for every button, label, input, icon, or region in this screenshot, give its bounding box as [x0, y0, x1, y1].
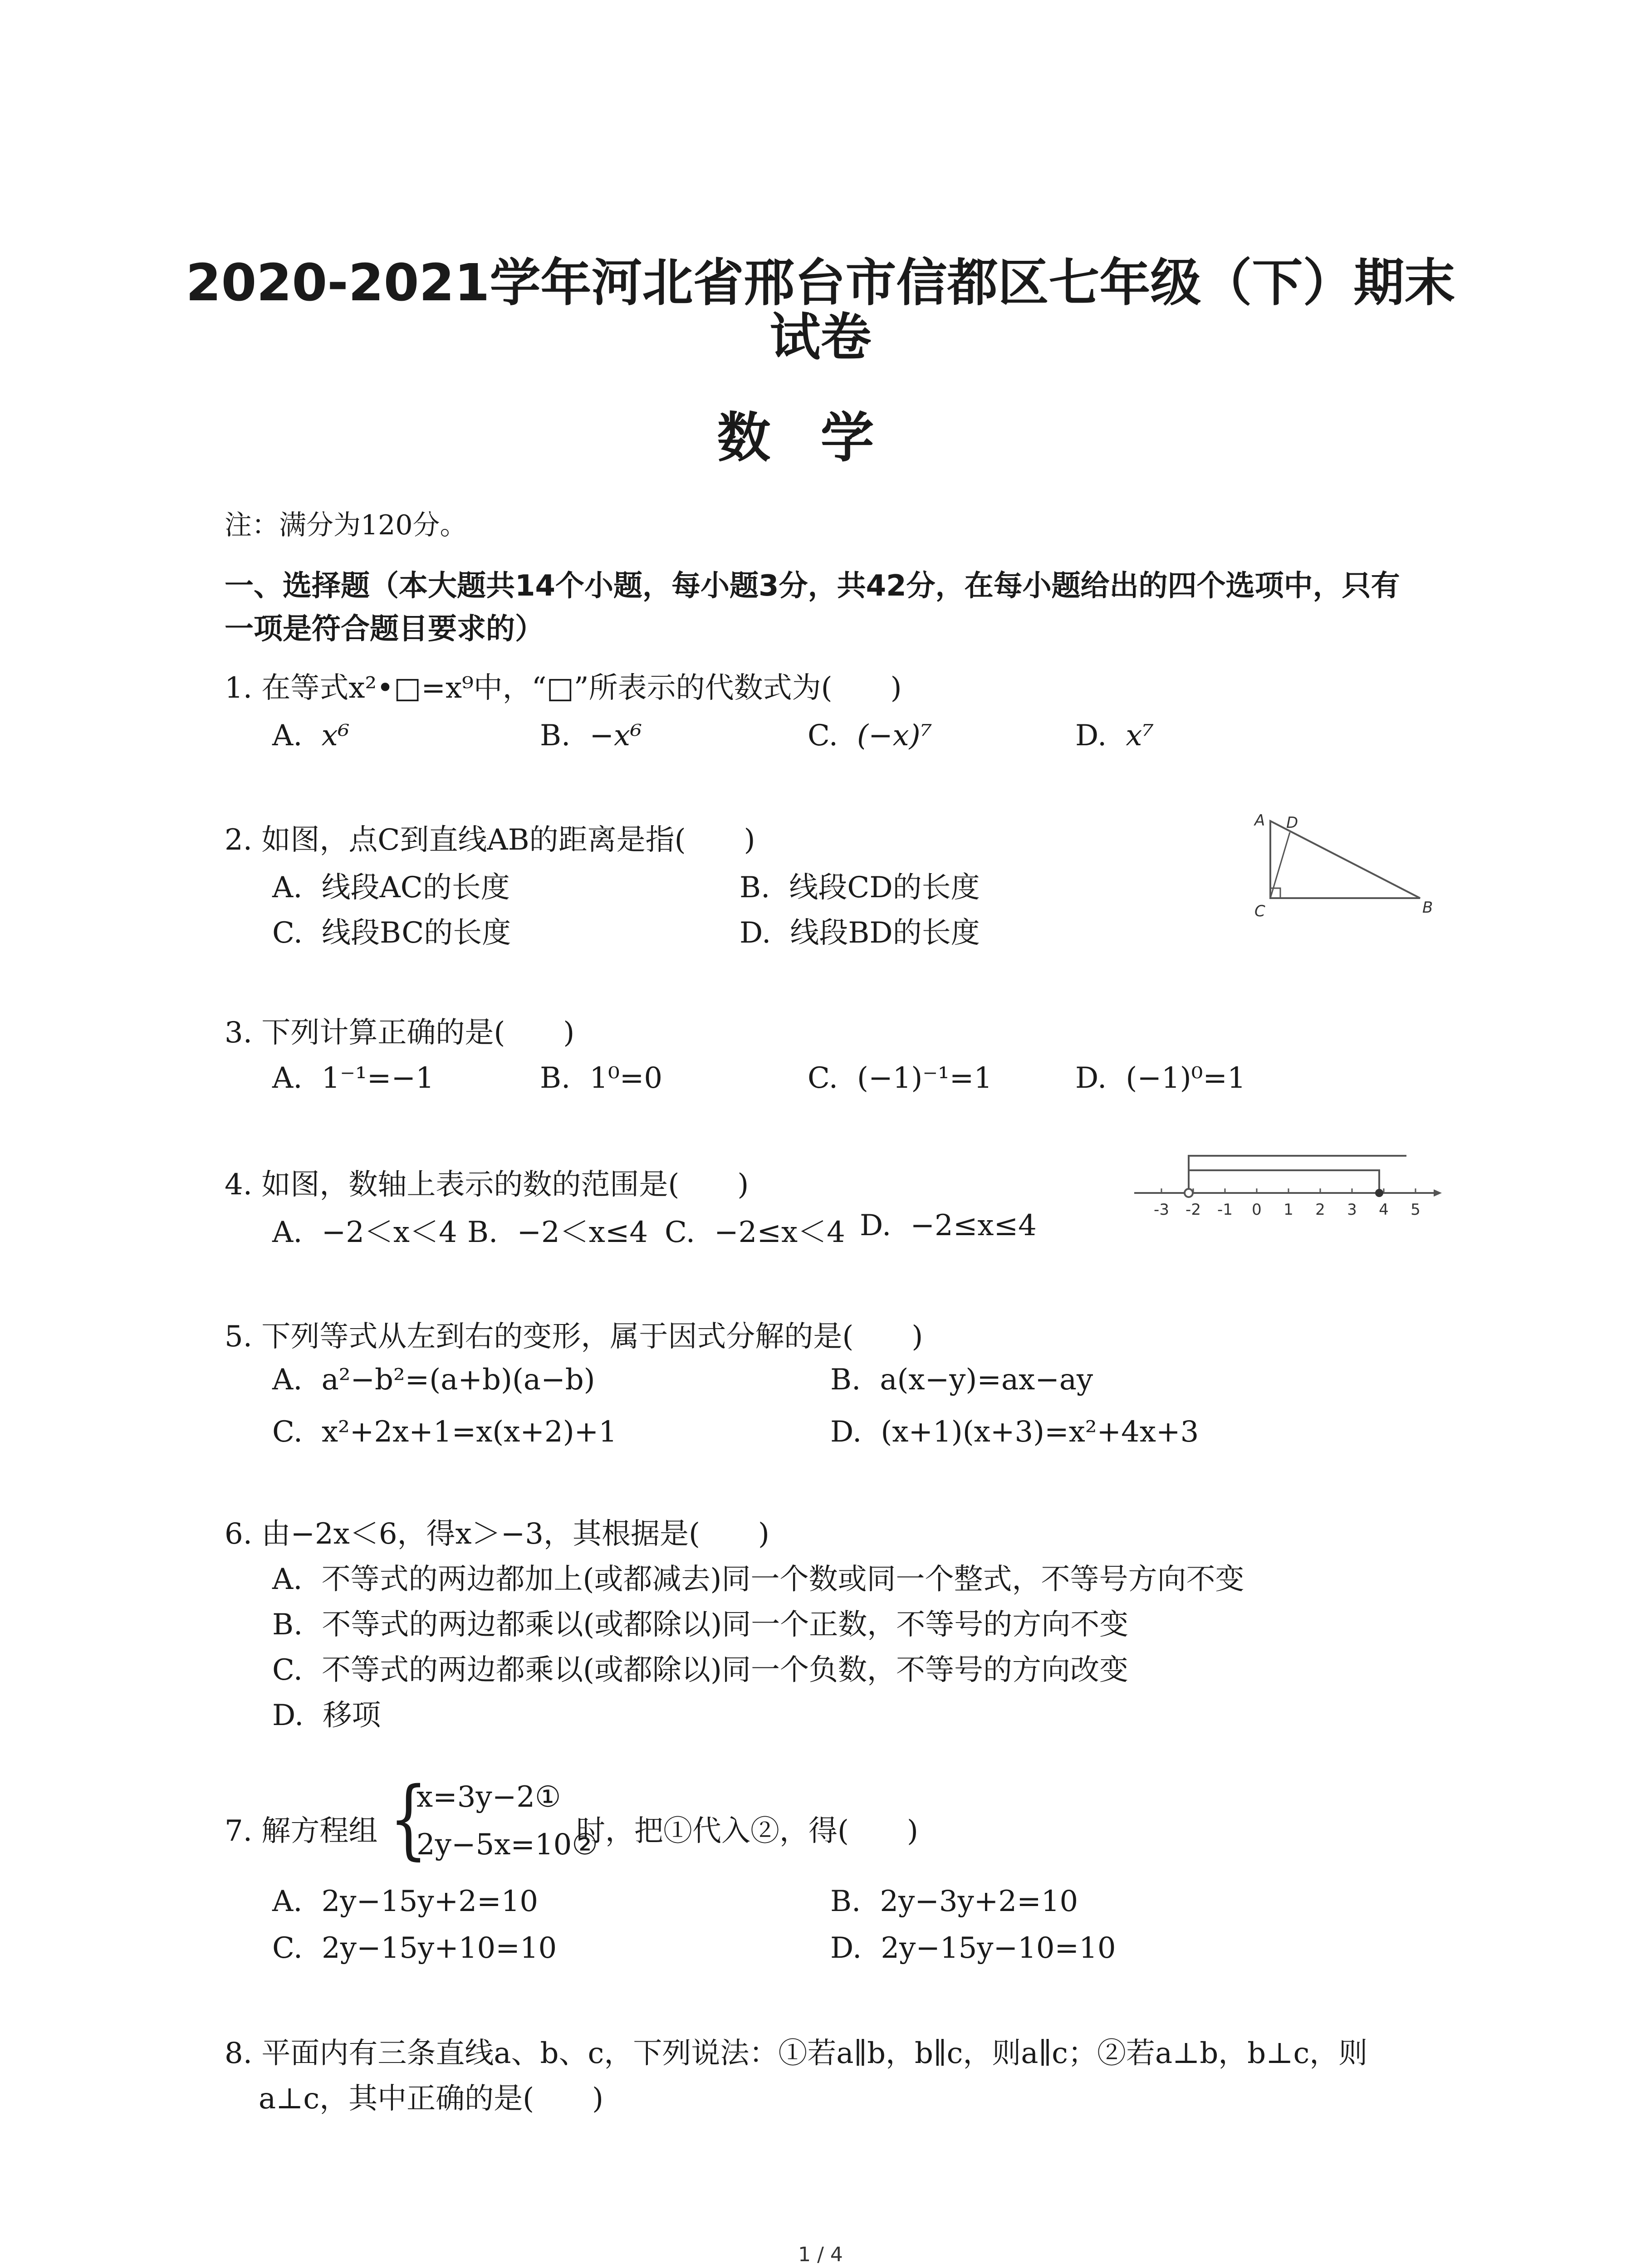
tick-label: 3: [1347, 1201, 1357, 1219]
q6-option-b: B. 不等式的两边都乘以(或都除以)同一个正数，不等号的方向不变: [272, 1608, 1129, 1642]
tick-label: -2: [1185, 1201, 1201, 1219]
q7-option-a: A. 2y−15y+2=10: [272, 1885, 539, 1918]
question-2-stem: 2. 如图，点C到直线AB的距离是指( ): [225, 823, 755, 857]
q3-option-b: B. 1⁰=0: [540, 1061, 663, 1095]
q3-option-d: D. (−1)⁰=1: [1075, 1061, 1246, 1095]
range-bracket-left: [1189, 1156, 1406, 1193]
q5-option-b: B. a(x−y)=ax−ay: [830, 1363, 1093, 1397]
q1-option-c: C. (−x)⁷: [808, 719, 932, 753]
q4-option-a: A. −2＜x＜4: [272, 1216, 457, 1249]
tick-label: 2: [1315, 1201, 1325, 1219]
q4-option-b: B. −2＜x≤4: [467, 1216, 648, 1249]
tick-label: 5: [1411, 1201, 1421, 1219]
tick-label: 0: [1252, 1201, 1262, 1219]
q2-option-b: B. 线段CD的长度: [740, 871, 980, 904]
question-8-stem-line2: a⊥c，其中正确的是( ): [259, 2082, 604, 2116]
question-1-stem: 1. 在等式x²•□=x⁹中，“□”所表示的代数式为( ): [225, 671, 902, 705]
question-4-stem: 4. 如图，数轴上表示的数的范围是( ): [225, 1168, 749, 1202]
q7-option-d: D. 2y−15y−10=10: [830, 1931, 1116, 1965]
q6-option-d: D. 移项: [272, 1699, 381, 1732]
q3-option-a: A. 1⁻¹=−1: [272, 1061, 434, 1095]
q5-option-d: D. (x+1)(x+3)=x²+4x+3: [830, 1415, 1199, 1449]
q1-option-a: A. x⁶: [272, 719, 350, 753]
section-heading-line2: 一项是符合题目要求的）: [225, 612, 544, 646]
exam-title-line2: 试卷: [769, 308, 872, 367]
system-brace: {: [389, 1769, 428, 1869]
question-3-stem: 3. 下列计算正确的是( ): [225, 1016, 575, 1050]
section-heading-line1: 一、选择题（本大题共14个小题，每小题3分，共42分，在每小题给出的四个选项中，只有: [225, 569, 1400, 603]
q1-option-b: B. −x⁶: [540, 719, 642, 753]
closed-endpoint: [1375, 1189, 1383, 1197]
point-label-d: D: [1286, 814, 1298, 832]
point-label-c: C: [1254, 902, 1265, 920]
question-5-stem: 5. 下列等式从左到右的变形，属于因式分解的是( ): [225, 1320, 923, 1354]
q5-option-a: A. a²−b²=(a+b)(a−b): [272, 1363, 595, 1397]
q6-option-a: A. 不等式的两边都加上(或都减去)同一个数或同一个整式，不等号方向不变: [272, 1563, 1244, 1596]
tick-label: 1: [1283, 1201, 1293, 1219]
system-equation-1: x=3y−2①: [416, 1780, 561, 1814]
q7-option-b: B. 2y−3y+2=10: [830, 1885, 1078, 1918]
q4-option-c: C. −2≤x＜4: [665, 1216, 845, 1249]
tick-label: 4: [1379, 1201, 1389, 1219]
subject-heading: 数学: [717, 406, 924, 469]
exam-title-line1: 2020-2021学年河北省邢台市信都区七年级（下）期末: [186, 254, 1455, 313]
number-line-figure: [1125, 1148, 1443, 1225]
tick-label: -1: [1217, 1201, 1233, 1219]
question-7-stem-suffix: 时，把①代入②，得( ): [576, 1814, 918, 1848]
point-label-a: A: [1254, 811, 1265, 830]
q5-option-c: C. x²+2x+1=x(x+2)+1: [272, 1415, 617, 1449]
q2-option-d: D. 线段BD的长度: [740, 916, 980, 950]
tick-label: -3: [1154, 1201, 1169, 1219]
q4-option-d: D. −2≤x≤4: [860, 1209, 1037, 1242]
open-endpoint: [1185, 1189, 1193, 1197]
question-7-stem-prefix: 7. 解方程组: [225, 1814, 378, 1848]
triangle-abc: [1270, 821, 1420, 898]
axis-arrow: [1434, 1189, 1442, 1197]
q6-option-c: C. 不等式的两边都乘以(或都除以)同一个负数，不等号的方向改变: [272, 1653, 1128, 1687]
q2-option-c: C. 线段BC的长度: [272, 916, 511, 950]
question-8-stem-line1: 8. 平面内有三条直线a、b、c，下列说法：①若a∥b，b∥c，则a∥c；②若a⊥b，b⊥c，则: [225, 2037, 1368, 2070]
q3-option-c: C. (−1)⁻¹=1: [808, 1061, 993, 1095]
page-number: 1 / 4: [798, 2243, 843, 2266]
question-6-stem: 6. 由−2x＜6，得x＞−3，其根据是( ): [225, 1517, 769, 1551]
score-note: 注：满分为120分。: [225, 509, 467, 541]
q1-option-d: D. x⁷: [1075, 719, 1154, 753]
point-label-b: B: [1422, 899, 1433, 917]
triangle-figure: [1243, 807, 1443, 921]
q2-option-a: A. 线段AC的长度: [272, 871, 510, 904]
system-equation-2: 2y−5x=10②: [416, 1828, 598, 1862]
q7-option-c: C. 2y−15y+10=10: [272, 1931, 557, 1965]
range-bracket-right: [1189, 1170, 1379, 1193]
